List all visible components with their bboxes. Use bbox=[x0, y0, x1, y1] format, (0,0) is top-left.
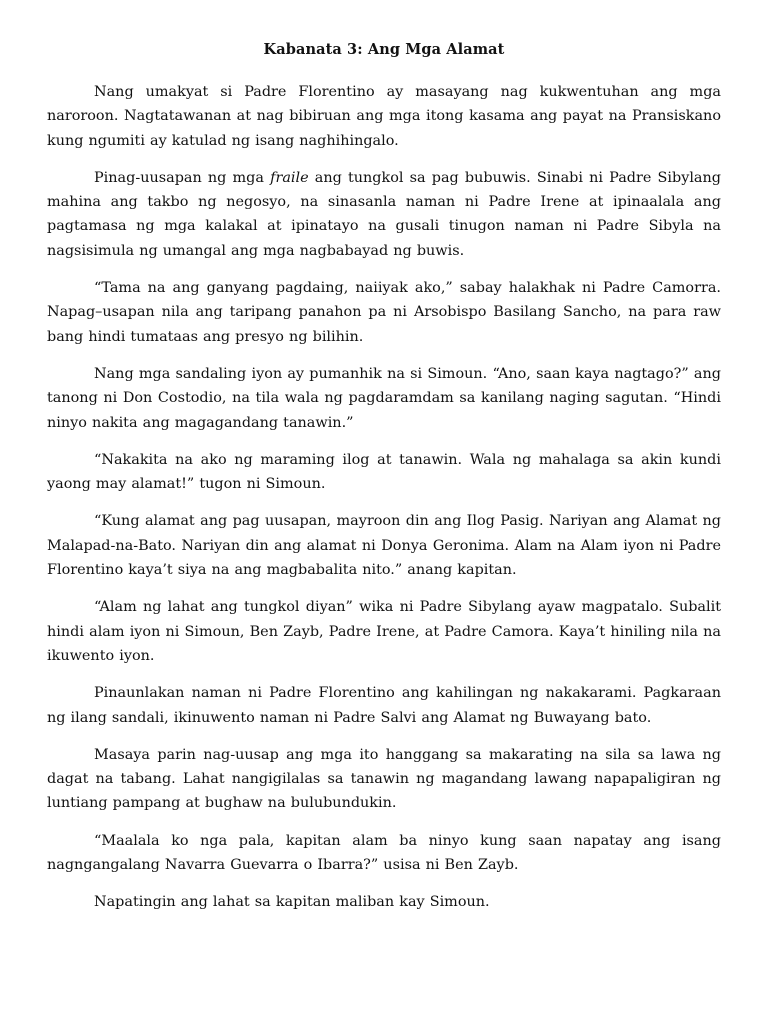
paragraph-7: “Alam ng lahat ang tungkol diyan” wika ni Padre Sibylang ayaw magpatalo. Subalit hindi alam iyon ni Simoun, Ben Zayb, Padre Irene, at Padre Camora. Kaya’t hiniling nila na ikuwento iyon. bbox=[47, 599, 721, 664]
paragraph-2-italic-term: fraile bbox=[270, 169, 309, 186]
paragraph-5: “Nakakita na ako ng maraming ilog at tanawin. Wala ng mahalaga sa akin kundi yaong may alamat!” tugon ni Simoun. bbox=[47, 451, 721, 493]
paragraph-9: Masaya parin nag-uusap ang mga ito hanggang sa makarating na sila sa lawa ng dagat na tabang. Lahat nangigilalas sa tanawin ng magandang lawang napapaligiran ng luntiang pampang at bughaw na bulubundukin. bbox=[47, 746, 721, 812]
chapter-title: Kabanata 3: Ang Mga Alamat bbox=[263, 41, 505, 58]
paragraph-4: Nang mga sandaling iyon ay pumanhik na si Simoun. “Ano, saan kaya nagtago?” ang tanong ni Don Costodio, na tila wala ng pagdaramdam sa kanilang naging sagutan. “Hindi ninyo nakita ang magagandang tanawin.” bbox=[47, 365, 721, 431]
paragraph-8: Pinaunlakan naman ni Padre Florentino ang kahilingan ng nakakarami. Pagkaraan ng ilang sandali, ikinuwento naman ni Padre Salvi ang Alamat ng Buwayang bato. bbox=[47, 685, 721, 726]
paragraph-2 bbox=[47, 166, 721, 263]
paragraph-2-start: Pinag-uusapan ng mga bbox=[94, 169, 271, 186]
paragraph-11: Napatingin ang lahat sa kapitan maliban kay Simoun. bbox=[94, 894, 490, 911]
paragraph-2-end: ang tungkol sa pag bubuwis. Sinabi ni Padre Sibylang mahina ang takbo ng negosyo, na sinasanla naman ni Padre Irene at ipinaalala ang pagtamasa ng mga kalakal at ipinatayo na gusali tinugon naman ni Padre Sibyla na nagsisimula ng umangal ang mga nagbabayad ng buwis. bbox=[47, 169, 721, 259]
paragraph-3: “Tama na ang ganyang pagdaing, naiiyak ako,” sabay halakhak ni Padre Camorra. Napag–usapan nila ang taripang panahon pa ni Arsobispo Basilang Sancho, na para raw bang hindi tumataas ang presyo ng bilihin. bbox=[47, 280, 721, 345]
document-body bbox=[47, 80, 721, 928]
paragraph-10: “Maalala ko nga pala, kapitan alam ba ninyo kung saan napatay ang isang nagngangalang Navarra Guevarra o Ibarra?” usisa ni Ben Zayb. bbox=[47, 832, 721, 874]
paragraph-6: “Kung alamat ang pag uusapan, mayroon din ang Ilog Pasig. Nariyan ang Alamat ng Malapad-na-Bato. Nariyan din ang alamat ni Donya Geronima. Alam na Alam iyon ni Padre Florentino kaya’t siya na ang magbabalita nito.” anang kapitan. bbox=[47, 513, 721, 579]
paragraph-1: Nang umakyat si Padre Florentino ay masayang nag kukwentuhan ang mga naroroon. Nagtatawanan at nag bibiruan ang mga itong kasama ang payat na Pransiskano kung ngumiti ay katulad ng isang naghihingalo. bbox=[47, 84, 721, 149]
